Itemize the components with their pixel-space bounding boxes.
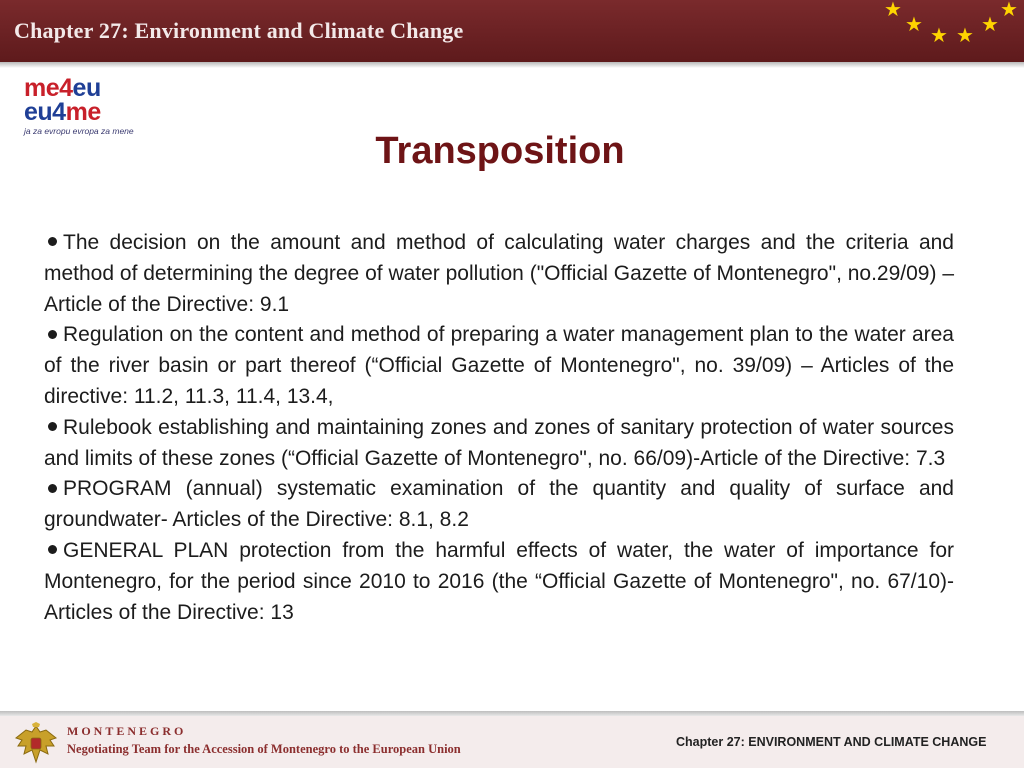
list-item: [44, 413, 954, 475]
list-item: [44, 474, 954, 536]
list-item-text: GENERAL PLAN protection from the harmful effects of water, the water of importance for Montenegro, for the period since 2010 to 2016 (the “Official Gazette of Montenegro", no. 67/10)- Articles of the Directive: 13: [44, 538, 954, 624]
logo-part: eu: [72, 74, 101, 102]
footer-chapter: Chapter 27: ENVIRONMENT AND CLIMATE CHANGE: [676, 735, 987, 749]
logo-part: me: [65, 98, 101, 126]
eu-star-icon: ★: [1000, 0, 1018, 21]
header-bar: [0, 0, 1024, 62]
list-item: [44, 536, 954, 628]
montenegro-coat-of-arms-icon: [12, 722, 60, 766]
me4eu-logo: [24, 76, 154, 138]
eu-star-icon: ★: [930, 25, 948, 47]
eu-star-icon: ★: [905, 14, 923, 36]
bullet-icon: [48, 545, 57, 554]
list-item: [44, 320, 954, 412]
eu-star-icon: ★: [981, 14, 999, 36]
bullet-icon: [48, 237, 57, 246]
slide-title: Transposition: [375, 130, 625, 172]
list-item: [44, 228, 954, 320]
header-title: Chapter 27: Environment and Climate Change: [14, 18, 464, 43]
eu-star-icon: ★: [884, 0, 902, 21]
list-item-text: Rulebook establishing and maintaining zones and zones of sanitary protection of water sources and limits of these zones (“Official Gazette of Montenegro", no. 66/09)-Article of the Directive: 7.3: [44, 415, 954, 470]
bullet-icon: [48, 330, 57, 339]
footer-team: Negotiating Team for the Accession of Montenegro to the European Union: [67, 742, 461, 756]
header-shadow: [0, 62, 1024, 68]
list-item-text: PROGRAM (annual) systematic examination of the quantity and quality of surface and groundwater- Articles of the Directive: 8.1, 8.2: [44, 477, 954, 532]
bullet-icon: [48, 484, 57, 493]
footer-country: MONTENEGRO: [67, 724, 187, 738]
list-item-text: Regulation on the content and method of preparing a water management plan to the water area of the river basin or part thereof (“Official Gazette of Montenegro", no. 39/09) – Articles of the directive: 11.2, 11.3, 11.4, 13.4,: [44, 323, 954, 408]
logo-part: me4: [24, 74, 73, 102]
logo-part: eu4: [24, 98, 66, 126]
slide-body: [44, 228, 954, 628]
eu-star-icon: ★: [956, 25, 974, 47]
logo-tagline: ja za evropu evropa za mene: [24, 126, 134, 136]
bullet-icon: [48, 422, 57, 431]
list-item-text: The decision on the amount and method of calculating water charges and the criteria and method of determining the degree of water pollution ("Official Gazette of Montenegro", no.29/09) – Article of the Directive: 9.1: [44, 231, 954, 316]
